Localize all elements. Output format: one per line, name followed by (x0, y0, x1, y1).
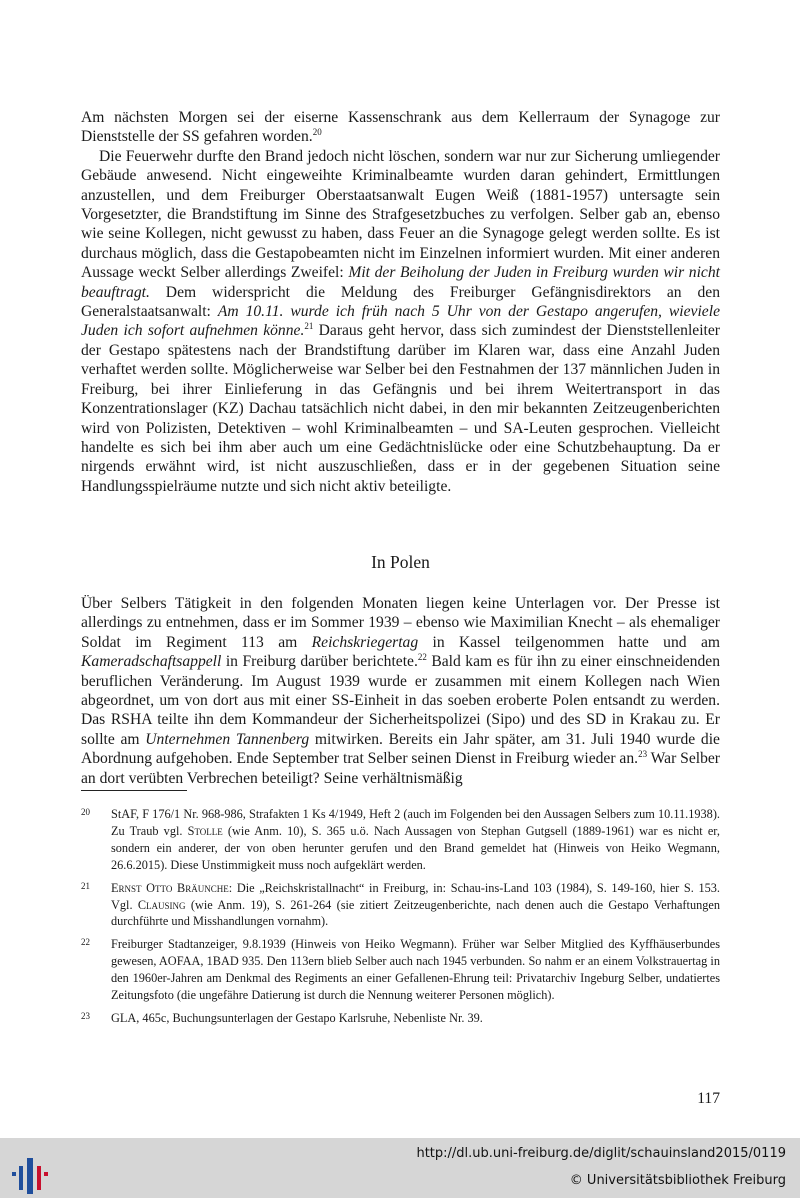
body-text-top (81, 108, 720, 496)
footnote-ref-23[interactable]: 23 (638, 749, 648, 760)
footnote-21 (81, 880, 720, 931)
copyright-notice: © Universitätsbibliothek Freiburg (569, 1173, 786, 1188)
quote-gefaengnisdirektor: Am 10.11. wurde ich früh nach 5 Uhr von der Gestapo angerufen, wieviele Juden ich sofort aufnehmen könne. (81, 303, 720, 340)
footnote-number: 23 (81, 1010, 90, 1021)
body-text-polen (81, 594, 720, 788)
italic-kameradschaftsappell: Kameradschaftsappell (81, 653, 222, 671)
footnote-23 (81, 1010, 720, 1027)
footnote-ref-22[interactable]: 22 (417, 652, 427, 663)
footnote-number: 22 (81, 937, 90, 948)
footnote-20 (81, 806, 720, 874)
footnote-number: 20 (81, 807, 90, 817)
footnote-ref-20[interactable]: 20 (312, 127, 322, 138)
quote-beiholung: Mit der Beiholung der Juden in Freiburg wurden wir nicht beauftragt. (81, 264, 720, 301)
footnotes (81, 806, 720, 1033)
section-heading: In Polen (371, 552, 430, 572)
footnote-ref-21[interactable]: 21 (304, 321, 314, 332)
footnote-text: StAF, F 176/1 Nr. 968-986, Strafakten 1 Ks 4/1949, Heft 2 (auch im Folgenden bei den Aussagen Selbers zum 10.11.1938). Zu Traub vgl. Stolle (wie Anm. 10), S. 365 u.ö. Nach Aussagen von Stephan Gutgsell (1889-1961) war es nicht er, sondern ein anderer, der von oben herunter gerufen und den Brand gemeldet hat (Hinweis von Heiko Wegmann, 26.6.2015). Diese Unstimmigkeit muss noch aufgeklärt werden. (111, 807, 720, 872)
paragraph-2: Die Feuerwehr durfte den Brand jedoch nicht löschen, sondern war nur zur Sicherung umliegender Gebäude anwesend. Nicht eingeweihte Kriminalbeamte wurden daran gehindert, Ermittlungen anzustellen, und dem Freiburger Oberstaatsanwalt Eugen Weiß (1881-1957) untersagte sein Vorgesetzter, die Brandstiftung im Sinne des Strafgesetzbuches zu verfolgen. Selber gab an, ebenso wie seine Kollegen, nicht gewusst zu haben, dass Feuer an die Synagoge gelegt werden sollte. Es ist durchaus möglich, dass die Gestapobeamten nicht im Einzelnen informiert wurden. Mit einer anderen Aussage weckt Selber allerdings Zweifel: Mit der Beiholung der Juden in Freiburg wurden wir nicht beauftragt. Dem widerspricht die Meldung des Freiburger Gefängnisdirektors an den Generalstaatsanwalt: Am 10.11. wurde ich früh nach 5 Uhr von der Gestapo angerufen, wieviele Juden ich sofort aufnehmen könne.$^{21}$ Daraus geht hervor, dass sich zumindest der Dienststellenleiter der Gestapo spätestens nach der Brandstiftung darüber im Klaren war, dass eine Anzahl Juden verhaftet werden sollte. Möglicherweise war Selber bei den Festnahmen der 137 männlichen Juden in Freiburg, bei ihrer Einlieferung in das Gefängnis und bei ihrem Weitertransport in das Konzentrationslager (KZ) Dachau tatsächlich nicht dabei, in den mir bekannten Zeitzeugenberichten wird von Polizisten, Detektiven – wohl Kriminalbeamten – und SA-Leuten gesprochen. Vielleicht handelte es sich bei ihm aber auch um eine Gedächtnislücke oder eine Schutzbehauptung. Da er nirgends erwähnt wird, ist nicht auszuschließen, dass er in der gegebenen Situation seine Handlungsspielräume nutzte und sich nicht aktiv beteiligte. (81, 147, 721, 495)
ub-freiburg-logo-icon[interactable] (10, 1152, 52, 1194)
paragraph-polen: Über Selbers Tätigkeit in den folgenden Monaten liegen keine Unterlagen vor. Der Presse ist allerdings zu entnehmen, dass er im Sommer 1939 – ebenso wie Maximilian Knecht – als ehemaliger Soldat im Regiment 113 am Reichskriegertag in Kassel teilgenommen hatte und am Kameradschaftsappell in Freiburg darüber berichtete.$^{22}$ Bald kam es für ihn zu einer einschneidenden beruflichen Veränderung. Im August 1939 wurde er zusammen mit einem Kollegen nach Wien abgeordnet, um von dort aus mit einer SS-Einheit in das soeben eroberte Polen entsandt zu werden. Das RSHA teilte ihn dem Kommandeur der Sicherheitspolizei (Sipo) und des SD in Krakau zu. Er sollte am Unternehmen Tannenberg mitwirken. Bereits ein Jahr später, am 31. Juli 1940 wurde die Abordnung aufgehoben. Ende September trat Selber seinen Dienst in Freiburg wieder an.$^{23}$ War Selber an dort verübten Verbrechen beteiligt? Seine verhältnismäßig (81, 595, 721, 787)
footnote-divider (81, 790, 187, 791)
source-url-link[interactable]: http://dl.ub.uni-freiburg.de/diglit/schauinsland2015/0119 (416, 1146, 786, 1161)
footnote-text: GLA, 465c, Buchungsunterlagen der Gestapo Karlsruhe, Nebenliste Nr. 39. (111, 1010, 483, 1025)
footnote-number: 21 (81, 880, 90, 891)
paragraph-1: Am nächsten Morgen sei der eiserne Kassenschrank aus dem Kellerraum der Synagoge zur Dienststelle der SS gefahren worden.$^{20}$ (81, 109, 720, 146)
page-number: 117 (697, 1090, 720, 1107)
italic-unternehmen-tannenberg: Unternehmen Tannenberg (145, 730, 310, 748)
footnote-text: Ernst Otto Bräunche: Die „Reichskristallnacht“ in Freiburg, in: Schau-ins-Land 103 (1984), S. 149-160, hier S. 153. Vgl. Clausing (wie Anm. 19), S. 261-264 (sie zitiert Zeitzeugenberichte, nach denen auch die Gestapo Verhaftungen durchführte und Misshandlungen vornahm). (111, 880, 720, 929)
footnote-text: Freiburger Stadtanzeiger, 9.8.1939 (Hinweis von Heiko Wegmann). Früher war Selber Mitglied des Kyffhäuserbundes gewesen, AOFAA, 1BAD 935. Den 113ern blieb Selber auch nach 1945 verbunden. So nahm er an einem Volkstrauertag in den 1960er-Jahren am Denkmal des Regiments an einer Gefallenen-Ehrung teil: Privatarchiv Ingeburg Selber, undatiertes Zeitungsfoto (die ungefähre Datierung ist durch die Nennung weiterer Personen möglich). (111, 937, 720, 1003)
italic-reichskriegertag: Reichskriegertag (311, 633, 419, 651)
footnote-22 (81, 936, 720, 1004)
